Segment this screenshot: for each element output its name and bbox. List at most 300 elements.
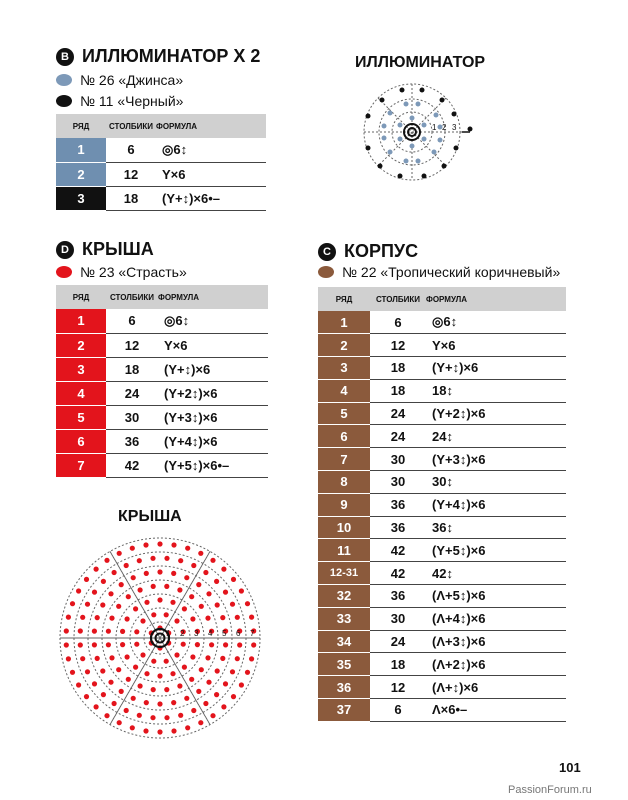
stitch-mark <box>120 629 125 634</box>
yarn-color-swatch <box>56 266 72 278</box>
stitch-mark <box>239 682 244 687</box>
stitch-mark <box>215 668 220 673</box>
round-label: 1 <box>166 629 171 638</box>
section-body-heading <box>318 241 418 262</box>
stitch-count: 36 <box>106 429 158 453</box>
stitch-mark <box>223 590 228 595</box>
stitch-mark <box>126 594 131 599</box>
stitch-mark <box>220 615 225 620</box>
row-number: 1 <box>56 309 106 333</box>
header-row: РЯД <box>318 287 370 311</box>
stitch-mark <box>84 694 89 699</box>
end-thread-icon <box>468 127 473 132</box>
stitch-count: 30 <box>370 448 426 471</box>
formula: (Y+4↕)×6 <box>158 429 268 453</box>
stitch-mark <box>190 654 195 659</box>
yarn-label: № 26 «Джинса» <box>80 72 184 88</box>
stitch-mark <box>106 629 111 634</box>
stitch-mark <box>125 654 130 659</box>
stitch-mark <box>117 720 122 725</box>
stitch-mark <box>210 558 215 563</box>
stitch-mark <box>124 708 129 713</box>
section-title: ИЛЛЮМИНАТОР X 2 <box>82 46 261 66</box>
stitch-mark <box>134 629 139 634</box>
row-number: 37 <box>318 699 370 722</box>
yarn-label: № 23 «Страсть» <box>80 264 187 280</box>
stitch-mark <box>133 665 138 670</box>
stitch-mark <box>230 602 235 607</box>
stitch-count: 6 <box>370 699 426 722</box>
stitch-count: 18 <box>370 357 426 380</box>
row-number: 6 <box>318 425 370 448</box>
table-header-row <box>56 285 268 309</box>
stitch-mark <box>164 612 169 617</box>
stitch-mark <box>164 687 169 692</box>
table-row <box>56 138 266 162</box>
stitch-mark <box>78 628 83 633</box>
stitch-mark <box>198 720 203 725</box>
stitch-mark <box>245 601 250 606</box>
stitch-mark <box>205 655 210 660</box>
stitch-count: 24 <box>370 630 426 653</box>
stitch-mark <box>138 683 143 688</box>
row-number: 3 <box>56 186 106 210</box>
stitch-mark <box>170 600 175 605</box>
roof-diagram-title: КРЫША <box>118 508 182 525</box>
section-illuminator-heading <box>56 46 260 67</box>
section-letter-badge: B <box>56 48 74 66</box>
stitch-mark <box>150 556 155 561</box>
stitch-mark <box>66 656 71 661</box>
header-formula: ФОРМУЛА <box>426 287 566 311</box>
yarn-legend-item <box>318 264 560 280</box>
page-number: 101 <box>559 760 581 775</box>
stitch-mark <box>95 656 100 661</box>
stitch-count: 18 <box>106 186 156 210</box>
stitch-mark <box>182 665 187 670</box>
stitch-mark <box>112 570 117 575</box>
formula: 42↕ <box>426 562 566 585</box>
stitch-mark <box>249 615 254 620</box>
stitch-mark <box>119 582 124 587</box>
stitch-mark <box>231 577 236 582</box>
row-number: 34 <box>318 630 370 653</box>
stitch-mark <box>76 588 81 593</box>
row-number: 7 <box>56 453 106 477</box>
table-row <box>318 607 566 630</box>
stitch-mark <box>196 689 201 694</box>
row-number: 6 <box>56 429 106 453</box>
stitch-count: 12 <box>106 162 156 186</box>
table-row <box>318 699 566 722</box>
roof-diagram <box>52 530 284 748</box>
stitch-mark <box>157 673 162 678</box>
stitch-mark <box>66 615 71 620</box>
table-row <box>56 405 268 429</box>
stitch-mark <box>237 642 242 647</box>
stitch-count: 30 <box>106 405 158 429</box>
stitch-mark <box>171 700 176 705</box>
formula: (Y+3↕)×6 <box>158 405 268 429</box>
stitch-mark <box>221 567 226 572</box>
row-number: 10 <box>318 516 370 539</box>
formula: (Y+↕)×6 <box>158 357 268 381</box>
stitch-mark <box>184 696 189 701</box>
table-row <box>318 676 566 699</box>
table-row <box>56 309 268 333</box>
row-number: 7 <box>318 448 370 471</box>
stitch-mark <box>223 681 228 686</box>
stitch-mark <box>170 671 175 676</box>
stitch-mark <box>221 704 226 709</box>
stitch-mark <box>157 597 162 602</box>
stitch-count: 36 <box>370 516 426 539</box>
stitch-mark <box>195 642 200 647</box>
stitch-mark <box>177 683 182 688</box>
round-label: 1 <box>432 123 437 132</box>
table-header-row <box>318 287 566 311</box>
stitch-mark <box>157 701 162 706</box>
stitch-count: 6 <box>106 138 156 162</box>
yarn-label: № 22 «Тропический коричневый» <box>342 264 561 280</box>
table-row <box>318 585 566 608</box>
table-row <box>318 379 566 402</box>
stitch-mark <box>189 594 194 599</box>
stitch-mark <box>220 656 225 661</box>
stitch-mark <box>206 680 211 685</box>
stitch-mark <box>138 587 143 592</box>
stitch-mark <box>126 677 131 682</box>
stitch-mark <box>125 616 130 621</box>
stitch-mark <box>171 542 176 547</box>
stitch-mark <box>182 606 187 611</box>
formula: Y×6 <box>426 334 566 357</box>
formula: (Y+2↕)×6 <box>158 381 268 405</box>
stitch-count: 24 <box>370 402 426 425</box>
header-row: РЯД <box>56 285 106 309</box>
stitch-mark <box>144 600 149 605</box>
stitch-mark <box>164 584 169 589</box>
yarn-legend-item <box>56 264 187 280</box>
stitch-mark <box>181 642 186 647</box>
stitch-mark <box>120 642 125 647</box>
stitch-mark <box>78 642 83 647</box>
stitch-mark <box>112 701 117 706</box>
row-number: 5 <box>318 402 370 425</box>
stitch-mark <box>64 628 69 633</box>
stitch-mark <box>157 541 162 546</box>
header-stitches: СТОЛБИКИ <box>106 114 156 138</box>
formula: (Λ+4↕)×6 <box>426 607 566 630</box>
illuminator-diagram <box>362 82 482 190</box>
stitch-mark <box>171 571 176 576</box>
stitch-mark <box>100 602 105 607</box>
round-label: 3 <box>194 629 199 638</box>
stitch-mark <box>144 571 149 576</box>
section-letter-badge: D <box>56 241 74 259</box>
formula: (Y+3↕)×6 <box>426 448 566 471</box>
header-stitches: СТОЛБИКИ <box>106 285 158 309</box>
stitch-mark <box>191 708 196 713</box>
table-header-row <box>56 114 266 138</box>
stitch-mark <box>80 656 85 661</box>
yarn-color-swatch <box>56 95 72 107</box>
table-row <box>318 471 566 494</box>
stitch-count: 12 <box>106 333 158 357</box>
stitch-mark <box>95 615 100 620</box>
body-table <box>318 287 566 722</box>
stitch-mark <box>178 713 183 718</box>
stitch-mark <box>106 642 111 647</box>
illuminator-diagram-title: ИЛЛЮМИНАТОР <box>355 54 486 71</box>
round-label: 7 <box>250 629 255 638</box>
stitch-mark <box>151 687 156 692</box>
stitch-count: 42 <box>106 453 158 477</box>
stitch-mark <box>185 546 190 551</box>
stitch-mark <box>171 728 176 733</box>
stitch-mark <box>133 606 138 611</box>
formula: ◎6↕ <box>156 138 266 162</box>
row-number: 9 <box>318 493 370 516</box>
round-label: 4 <box>208 629 213 638</box>
stitch-mark <box>230 669 235 674</box>
stitch-mark <box>85 602 90 607</box>
stitch-mark <box>108 680 113 685</box>
round-label: 5 <box>222 629 227 638</box>
stitch-mark <box>205 616 210 621</box>
stitch-mark <box>143 728 148 733</box>
stitch-count: 24 <box>370 425 426 448</box>
stitch-mark <box>185 725 190 730</box>
stitch-mark <box>137 558 142 563</box>
table-row <box>318 539 566 562</box>
stitch-count: 42 <box>370 539 426 562</box>
formula: (Y+5↕)×6•– <box>158 453 268 477</box>
stitch-mark <box>130 546 135 551</box>
stitch-mark <box>124 563 129 568</box>
row-number: 3 <box>56 357 106 381</box>
stitch-mark <box>119 689 124 694</box>
table-row <box>56 453 268 477</box>
stitch-mark <box>199 604 204 609</box>
formula: Y×6 <box>158 333 268 357</box>
table-row <box>56 162 266 186</box>
formula: (Λ+2↕)×6 <box>426 653 566 676</box>
stitch-mark <box>116 604 121 609</box>
row-number: 2 <box>56 333 106 357</box>
table-row <box>318 425 566 448</box>
stitch-count: 36 <box>370 493 426 516</box>
row-number: 1 <box>56 138 106 162</box>
section-title: КОРПУС <box>344 241 419 261</box>
stitch-mark <box>184 575 189 580</box>
row-number: 32 <box>318 585 370 608</box>
header-row: РЯД <box>56 114 106 138</box>
formula: (Y+2↕)×6 <box>426 402 566 425</box>
table-row <box>318 448 566 471</box>
formula: (Y+4↕)×6 <box>426 493 566 516</box>
table-row <box>318 630 566 653</box>
stitch-mark <box>174 618 179 623</box>
row-number: 33 <box>318 607 370 630</box>
table-row <box>318 562 566 585</box>
stitch-count: 12 <box>370 334 426 357</box>
round-label: 3 <box>452 123 457 132</box>
stitch-mark <box>94 704 99 709</box>
header-formula: ФОРМУЛА <box>158 285 268 309</box>
stitch-mark <box>143 542 148 547</box>
row-number: 36 <box>318 676 370 699</box>
formula: 18↕ <box>426 379 566 402</box>
row-number: 3 <box>318 357 370 380</box>
formula: ◎6↕ <box>158 309 268 333</box>
stitch-mark <box>100 668 105 673</box>
stitch-mark <box>94 567 99 572</box>
stitch-mark <box>231 694 236 699</box>
stitch-count: 30 <box>370 471 426 494</box>
table-row <box>56 429 268 453</box>
stitch-mark <box>164 556 169 561</box>
row-number: 5 <box>56 405 106 429</box>
formula: Λ×6•– <box>426 699 566 722</box>
row-number: 35 <box>318 653 370 676</box>
table-row <box>318 402 566 425</box>
stitch-mark <box>92 642 97 647</box>
stitch-mark <box>210 713 215 718</box>
table-row <box>318 653 566 676</box>
formula: ◎6↕ <box>426 311 566 334</box>
table-row <box>318 516 566 539</box>
stitch-mark <box>164 715 169 720</box>
formula: Y×6 <box>156 162 266 186</box>
row-number: 11 <box>318 539 370 562</box>
yarn-label: № 11 «Черный» <box>80 93 184 109</box>
formula: (Λ+↕)×6 <box>426 676 566 699</box>
stitch-mark <box>177 587 182 592</box>
stitch-mark <box>251 642 256 647</box>
yarn-color-swatch <box>56 74 72 86</box>
stitch-count: 6 <box>370 311 426 334</box>
formula: (Λ+5↕)×6 <box>426 585 566 608</box>
stitch-mark <box>206 591 211 596</box>
stitch-mark <box>137 713 142 718</box>
roof-table <box>56 285 268 478</box>
table-row <box>56 381 268 405</box>
stitch-mark <box>92 590 97 595</box>
stitch-mark <box>235 615 240 620</box>
stitch-count: 30 <box>370 607 426 630</box>
header-stitches: СТОЛБИКИ <box>370 287 426 311</box>
row-number: 4 <box>56 381 106 405</box>
stitch-mark <box>92 681 97 686</box>
stitch-mark <box>196 582 201 587</box>
header-formula: ФОРМУЛА <box>156 114 266 138</box>
stitch-mark <box>84 577 89 582</box>
stitch-mark <box>101 579 106 584</box>
stitch-mark <box>189 677 194 682</box>
round-label: 6 <box>236 629 241 638</box>
stitch-mark <box>131 696 136 701</box>
stitch-mark <box>104 558 109 563</box>
row-number: 4 <box>318 379 370 402</box>
watermark: PassionForum.ru <box>508 784 592 796</box>
stitch-mark <box>245 670 250 675</box>
stitch-mark <box>214 579 219 584</box>
formula: 30↕ <box>426 471 566 494</box>
stitch-mark <box>108 591 113 596</box>
stitch-mark <box>150 715 155 720</box>
stitch-mark <box>203 570 208 575</box>
section-title: КРЫША <box>82 239 154 259</box>
stitch-mark <box>151 584 156 589</box>
stitch-mark <box>164 659 169 664</box>
round-label: 2 <box>180 629 185 638</box>
stitch-mark <box>104 713 109 718</box>
stitch-mark <box>223 642 228 647</box>
table-row <box>318 334 566 357</box>
stitch-mark <box>76 682 81 687</box>
stitch-mark <box>239 588 244 593</box>
stitch-mark <box>178 558 183 563</box>
row-number: 2 <box>56 162 106 186</box>
stitch-mark <box>134 642 139 647</box>
stitch-mark <box>198 551 203 556</box>
stitch-mark <box>203 701 208 706</box>
stitch-count: 18 <box>370 379 426 402</box>
stitch-mark <box>174 652 179 657</box>
stitch-count: 36 <box>370 585 426 608</box>
stitch-mark <box>92 629 97 634</box>
row-number: 1 <box>318 311 370 334</box>
stitch-mark <box>131 575 136 580</box>
stitch-mark <box>116 667 121 672</box>
stitch-count: 24 <box>106 381 158 405</box>
stitch-count: 18 <box>106 357 158 381</box>
yarn-color-swatch <box>318 266 334 278</box>
stitch-mark <box>144 671 149 676</box>
table-row <box>318 357 566 380</box>
table-row <box>318 311 566 334</box>
stitch-mark <box>214 692 219 697</box>
stitch-count: 42 <box>370 562 426 585</box>
stitch-mark <box>70 601 75 606</box>
formula: 24↕ <box>426 425 566 448</box>
round-label: 2 <box>442 123 447 132</box>
stitch-mark <box>215 602 220 607</box>
stitch-mark <box>157 729 162 734</box>
stitch-mark <box>191 563 196 568</box>
table-row <box>318 493 566 516</box>
stitch-mark <box>109 655 114 660</box>
stitch-mark <box>109 616 114 621</box>
row-number: 2 <box>318 334 370 357</box>
yarn-legend-item <box>56 72 183 88</box>
stitch-mark <box>249 656 254 661</box>
stitch-mark <box>151 612 156 617</box>
stitch-mark <box>80 615 85 620</box>
stitch-mark <box>199 667 204 672</box>
stitch-mark <box>85 669 90 674</box>
formula: (Y+↕)×6•– <box>156 186 266 210</box>
formula: (Λ+3↕)×6 <box>426 630 566 653</box>
table-row <box>56 333 268 357</box>
stitch-mark <box>64 642 69 647</box>
stitch-mark <box>130 725 135 730</box>
stitch-mark <box>190 616 195 621</box>
stitch-mark <box>140 618 145 623</box>
stitch-count: 18 <box>370 653 426 676</box>
table-row <box>56 357 268 381</box>
